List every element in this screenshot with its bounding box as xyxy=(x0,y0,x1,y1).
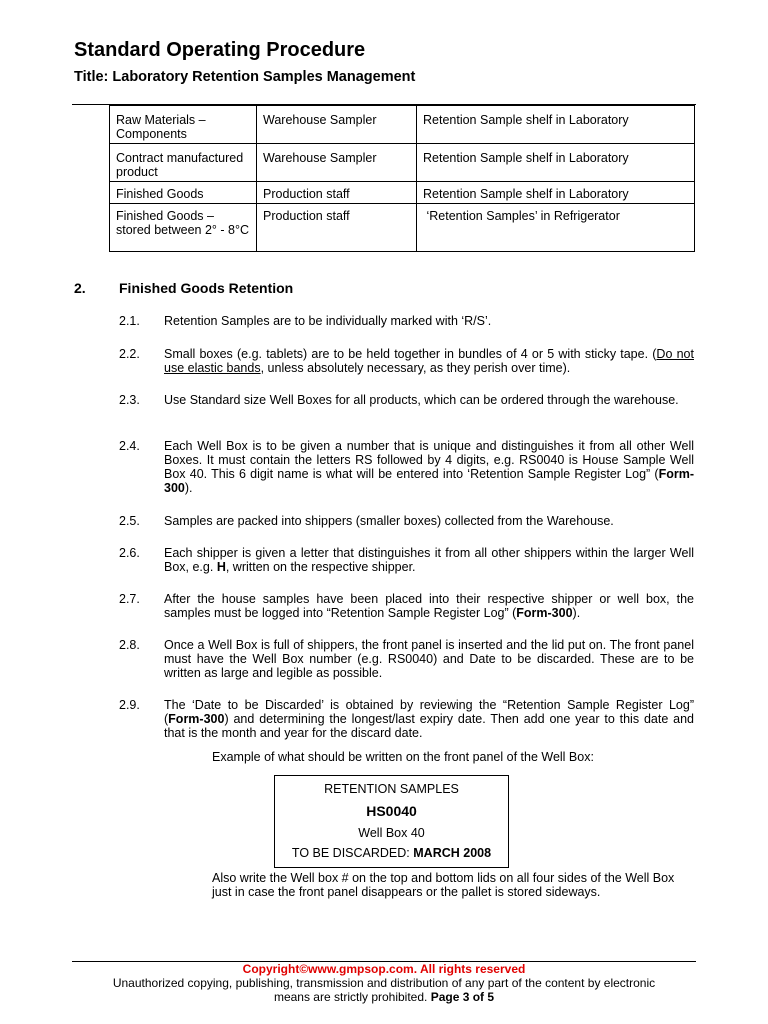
document-type-heading: Standard Operating Procedure xyxy=(74,39,366,61)
table-cell: Retention Sample shelf in Laboratory xyxy=(417,106,695,144)
table-row xyxy=(110,204,695,252)
item-number: 2.8. xyxy=(119,638,140,652)
document-title: Title: Laboratory Retention Samples Management xyxy=(74,69,416,85)
section-title: Finished Goods Retention xyxy=(119,280,294,296)
item-number: 2.1. xyxy=(119,314,140,328)
table-cell: Production staff xyxy=(257,204,417,252)
table-cell: Warehouse Sampler xyxy=(257,106,417,144)
table-cell: Contract manufactured product xyxy=(110,144,257,182)
panel-box-name: Well Box 40 xyxy=(358,826,425,840)
table-cell: Finished Goods xyxy=(110,182,257,204)
table-cell: Raw Materials – Components xyxy=(110,106,257,144)
copyright-notice: Copyright©www.gmpsop.com. All rights reserved xyxy=(242,962,526,976)
footer-notice-line2: means are strictly prohibited. Page 3 of 5 xyxy=(273,990,495,1004)
item-text: Each Well Box is to be given a number that is unique and distinguishes it from all other Well Boxes. It must contain the letters RS followed by 4 digits, e.g. RS0040 is House Sample Well Box 40. This 6 digit name is what will be entered into ‘Retention Sample Register Log” (Form-300). xyxy=(164,439,694,495)
item-text: Retention Samples are to be individually marked with ‘R/S’. xyxy=(164,314,492,328)
table-row xyxy=(110,182,695,204)
also-note: Also write the Well box # on the top and bottom lids on all four sides of the Well Box just in case the front panel disappears or the pallet is stored sideways. xyxy=(212,871,675,899)
item-number: 2.7. xyxy=(119,592,140,606)
page-number: Page 3 of 5 xyxy=(430,990,495,1004)
table-row xyxy=(110,106,695,144)
panel-heading: RETENTION SAMPLES xyxy=(324,782,459,796)
item-text: Use Standard size Well Boxes for all products, which can be ordered through the warehouse. xyxy=(164,393,679,407)
item-text: Each shipper is given a letter that distinguishes it from all other shippers within the larger Well Box, e.g. H, written on the respective shipper. xyxy=(164,546,694,574)
table-cell: Retention Sample shelf in Laboratory xyxy=(417,182,695,204)
retention-responsibility-table xyxy=(109,105,695,252)
item-text: Small boxes (e.g. tablets) are to be held together in bundles of 4 or 5 with sticky tape. (Do not use elastic bands, unless absolutely necessary, as they perish over time). xyxy=(164,347,694,375)
item-number: 2.5. xyxy=(119,514,140,528)
item-number: 2.3. xyxy=(119,393,140,407)
table-row xyxy=(110,144,695,182)
item-text: Once a Well Box is full of shippers, the front panel is inserted and the lid put on. The front panel must have the Well Box number (e.g. RS0040) and Date to be discarded. These are to be written as large and legible as possible. xyxy=(164,638,694,680)
section-number: 2. xyxy=(74,280,86,296)
table-cell: ‘Retention Samples’ in Refrigerator xyxy=(417,204,695,252)
table-cell: Production staff xyxy=(257,182,417,204)
item-text: Samples are packed into shippers (smaller boxes) collected from the Warehouse. xyxy=(164,514,614,528)
footer-notice-line1: Unauthorized copying, publishing, transmission and distribution of any part of the content by electronic xyxy=(112,976,656,990)
item-number: 2.2. xyxy=(119,347,140,361)
item-text: After the house samples have been placed into their respective shipper or well box, the samples must be logged into “Retention Sample Register Log” (Form-300). xyxy=(164,592,694,620)
panel-discard-date: TO BE DISCARDED: MARCH 2008 xyxy=(291,846,492,860)
table-cell: Warehouse Sampler xyxy=(257,144,417,182)
item-number: 2.4. xyxy=(119,439,140,453)
table-cell: Retention Sample shelf in Laboratory xyxy=(417,144,695,182)
table-cell: Finished Goods – stored between 2° - 8°C xyxy=(110,204,257,252)
item-number: 2.6. xyxy=(119,546,140,560)
item-text: The ‘Date to be Discarded’ is obtained by reviewing the “Retention Sample Register Log” (Form-300) and determining the longest/last expiry date. Then add one year to this date and that is the month and year for the discard date. xyxy=(164,698,694,740)
item-number: 2.9. xyxy=(119,698,140,712)
front-panel-example xyxy=(274,775,509,868)
example-caption: Example of what should be written on the front panel of the Well Box: xyxy=(212,750,594,764)
panel-box-code: HS0040 xyxy=(366,803,417,819)
